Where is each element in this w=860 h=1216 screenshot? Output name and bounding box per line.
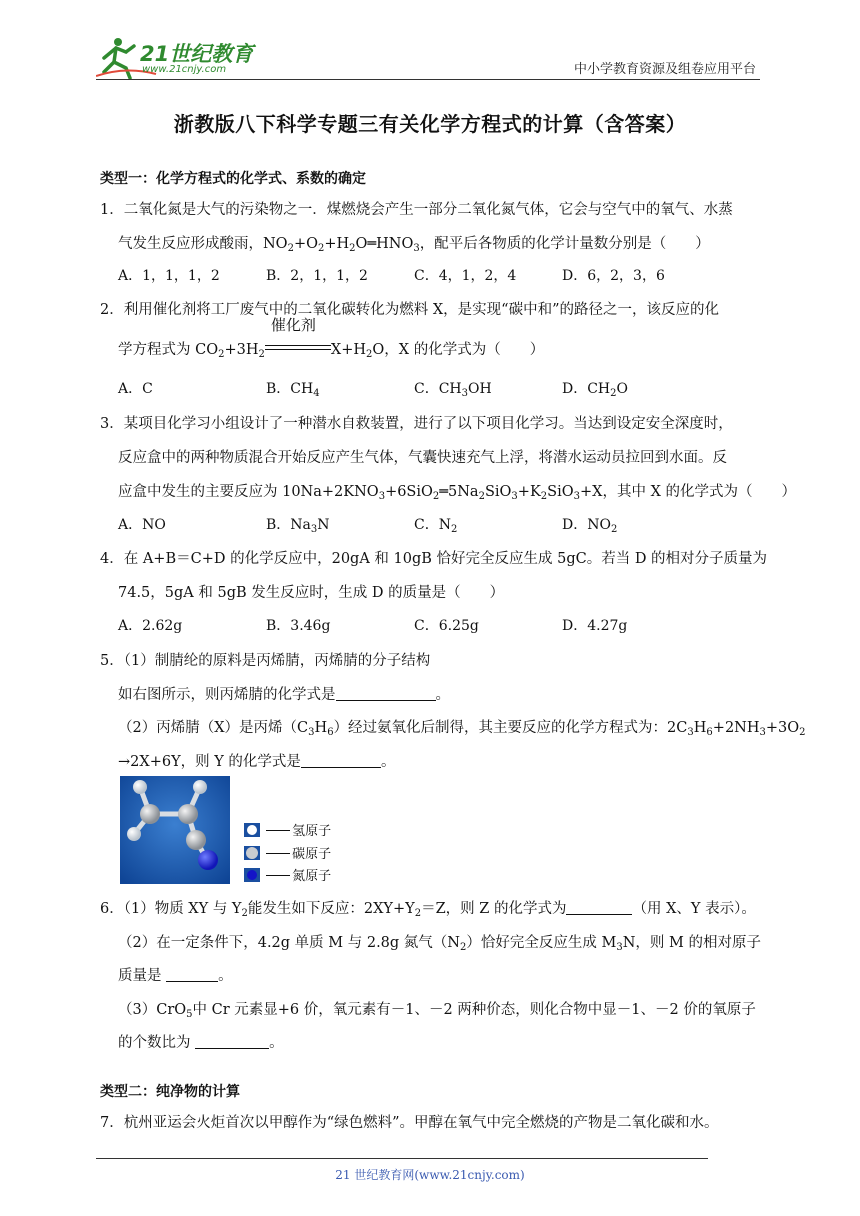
q4-line-2: 74.5，5gA 和 5gB 发生反应时，生成 D 的质量是（ ） — [118, 585, 505, 601]
q6-blank-2[interactable] — [166, 967, 218, 982]
carbon-atom-icon — [244, 846, 260, 860]
q3-option-d: D．$NO_2$ — [562, 517, 618, 535]
legend-nitrogen: 氮原子 — [244, 865, 331, 884]
q4-option-b: B．3.46g — [266, 618, 331, 634]
q5-line-4: →2X+6Y，则 Y 的化学式是 。 — [118, 754, 396, 770]
q1-line-1: 1．二氧化氮是大气的污染物之一．煤燃烧会产生一部分二氧化氮气体，它会与空气中的氧气、水蒸 — [100, 202, 733, 218]
page-title: 浙教版八下科学专题三有关化学方程式的计算（含答案） — [173, 112, 687, 136]
footer-link[interactable]: 21 世纪教育网(www.21cnjy.com) — [335, 1168, 525, 1182]
q6-line-4: （3）CrO$_5$中 Cr 元素显+6 价，氧元素有－1、－2 两种价态，则化合物中显－1、－2 价的氧原子 — [118, 1002, 756, 1020]
q1-option-b: B．2，1，1，2 — [266, 268, 368, 284]
catalyst-label: 催化剂 — [270, 316, 316, 334]
legend-hydrogen: 氢原子 — [244, 820, 331, 839]
logo-text: 21世纪教育 — [140, 42, 254, 66]
q7-line-1: 7．杭州亚运会火炬首次以甲醇作为“绿色燃料”。甲醇在氧气中完全燃烧的产物是二氧化碳和水。 — [100, 1115, 719, 1131]
q5-blank-1[interactable] — [336, 686, 436, 701]
q4-option-a: A．2.62g — [118, 618, 183, 634]
q3-option-a: A．NO — [118, 517, 166, 533]
q2-option-b: B．$CH_4$ — [266, 381, 320, 399]
q6-line-3: 质量是 。 — [118, 968, 233, 984]
q1-option-c: C．4，1，2，4 — [414, 268, 517, 284]
q3-line-3: 应盒中发生的主要反应为 $10Na+2KNO_3+6SiO_2═5Na_2SiO_3+K_2SiO_3+X$，其中 X 的化学式为（ ） — [118, 484, 797, 502]
q5-line-3: （2）丙烯腈（X）是丙烯$(C_3H_6)$经过氨氧化后制得，其主要反应的化学方程式为：$2C_3H_6+2NH_3+3O_2$ — [118, 720, 806, 738]
footer-divider — [96, 1158, 708, 1159]
q4-option-c: C．6.25g — [414, 618, 479, 634]
header-divider — [96, 79, 760, 80]
q2-option-d: D．$CH_2O$ — [562, 381, 629, 399]
catalyst-arrow — [265, 316, 331, 354]
q3-line-2: 反应盒中的两种物质混合开始反应产生气体，气囊快速充气上浮，将潜水运动员拉回到水面。反 — [118, 450, 727, 466]
q1-option-a: A．1，1，1，2 — [118, 268, 220, 284]
q6-blank-3[interactable] — [195, 1034, 269, 1049]
q5-blank-2[interactable] — [301, 753, 381, 768]
logo-url: www.21cnjy.com — [142, 64, 227, 75]
q3-option-c: C．$N_2$ — [414, 517, 458, 535]
section-2-heading: 类型二：纯净物的计算 — [100, 1084, 240, 1100]
q2-option-a: A．C — [118, 381, 153, 397]
q2-line-1: 2．利用催化剂将工厂废气中的二氧化碳转化为燃料 X，是实现“碳中和”的路径之一，该反应的化 — [100, 302, 719, 318]
legend-carbon: 碳原子 — [244, 843, 331, 862]
q6-line-1: 6．（1）物质 XY 与 $Y_2$能发生如下反应：$2XY+Y_2=Z$，则 Z 的化学式为 （用 X、Y 表示）。 — [100, 901, 756, 919]
q2-option-c: C．$CH_3OH$ — [414, 381, 492, 399]
nitrogen-atom-icon — [244, 868, 260, 882]
q3-line-1: 3．某项目化学习小组设计了一种潜水自救装置，进行了以下项目化学习。当达到设定安全深度时， — [100, 416, 733, 432]
q6-blank-1[interactable] — [566, 900, 632, 915]
section-1-heading: 类型一：化学方程式的化学式、系数的确定 — [100, 171, 366, 187]
platform-label: 中小学教育资源及组卷应用平台 — [573, 62, 756, 77]
q6-line-2: （2）在一定条件下，4.2g 单质 M 与 2.8g 氮气$(N_2)$恰好完全反应生成 $M_3N$，则 M 的相对原子 — [118, 935, 761, 953]
q4-line-1: 4．在 A+B＝C+D 的化学反应中，20gA 和 10gB 恰好完全反应生成 5gC。若当 D 的相对分子质量为 — [100, 551, 768, 567]
q5-line-1: 5．（1）制腈纶的原料是丙烯腈，丙烯腈的分子结构 — [100, 653, 431, 669]
q1-option-d: D．6，2，3，6 — [562, 268, 665, 284]
q2-line-2: 学方程式为 $CO_2+3H_2$ 催化剂 $X+H_2O$，X 的化学式为（ ） — [118, 316, 545, 360]
acrylonitrile-molecule-icon — [120, 776, 230, 884]
q1-line-2: 气发生反应形成酸雨，$NO_2+O_2+H_2O═HNO_3$，配平后各物质的化学计量数分别是（ ） — [118, 236, 710, 254]
q4-option-d: D．4.27g — [562, 618, 628, 634]
q6-line-5: 的个数比为 。 — [118, 1035, 284, 1051]
hydrogen-atom-icon — [244, 823, 260, 837]
q5-line-2: 如右图所示，则丙烯腈的化学式是 。 — [118, 687, 450, 703]
q3-option-b: B．$Na_3N$ — [266, 517, 330, 535]
